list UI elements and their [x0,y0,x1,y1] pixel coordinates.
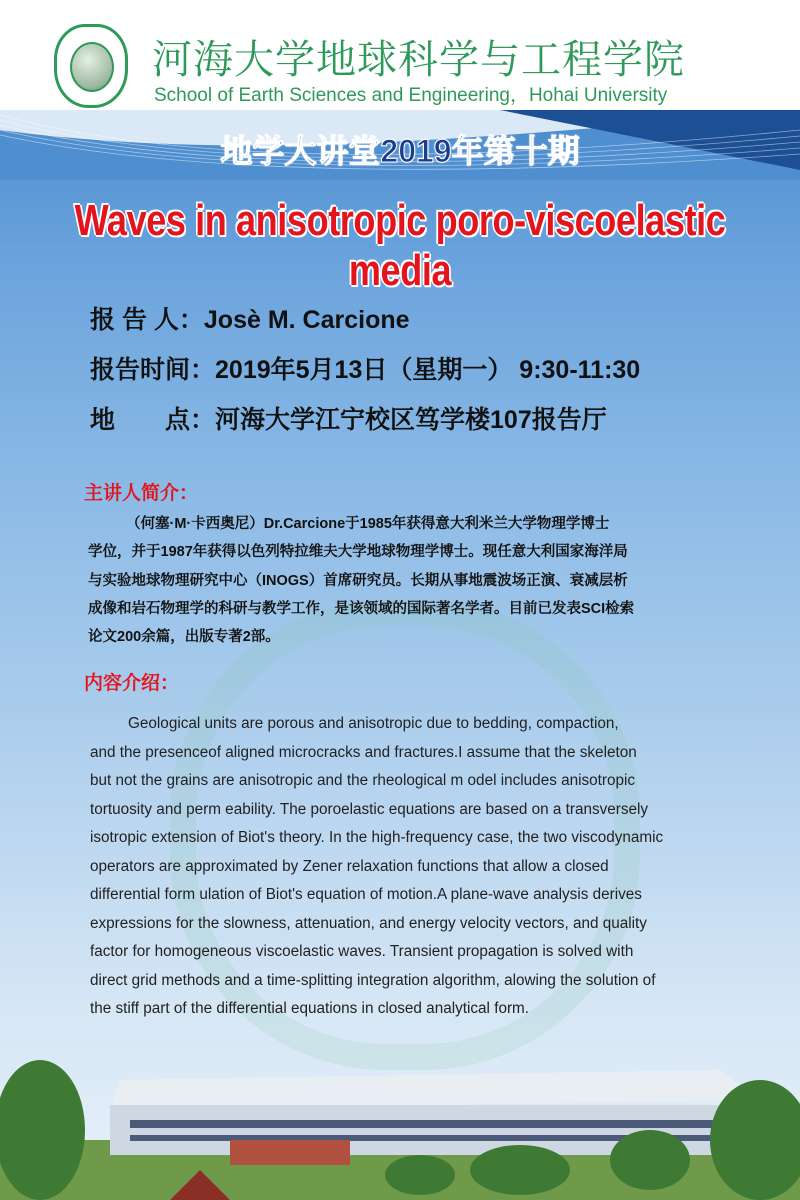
abstract-line: factor for homogeneous viscoelastic waves. Transient propagation is solved with [90,943,634,960]
location-row [90,400,607,436]
bio-line: 成像和岩石物理学的科研与教学工作，是该领域的国际著名学者。目前已发表SCI检索 [88,600,635,617]
bio-line: （何塞·M·卡西奥尼）Dr.Carcione于1985年获得意大利米兰大学物理学博士 [126,516,610,532]
lecture-title: Waves in anisotropic poro-viscoelastic media [74,196,726,295]
abstract-line: and the presenceof aligned microcracks and fractures.I assume that the skeleton [90,743,637,761]
header [0,0,800,112]
abstract-line: tortuosity and perm eability. The poroelastic equations are based on a transversely [90,800,649,818]
location-value: 河海大学江宁校区笃学楼107报告厅 [215,406,607,434]
speaker-value: Josѐ M. Carcione [203,306,410,334]
abstract-line: but not the grains are anisotropic and the rheological m odel includes anisotropic [90,772,636,789]
speaker-label: 报 告 人： [90,306,204,334]
stadium-photo [0,1020,800,1200]
time-row [90,350,640,386]
school-name-cn: 河海大学地球科学与工程学院 [152,37,685,83]
abstract-line: expressions for the slowness, attenuation, and energy velocity vectors, and quality [90,914,647,932]
abstract-line: isotropic extension of Biot's theory. In the high-frequency case, the two viscodynamic [90,829,664,846]
speaker-row [90,300,410,336]
time-label: 报告时间： [90,356,216,384]
school-name-en: School of Earth Sciences and Engineering，Hohai University [154,85,668,106]
bio-heading: 主讲人简介： [84,482,199,504]
globe-icon [70,42,114,92]
location-label: 地 点： [90,406,216,434]
bio-line: 论文200余篇，出版专著2部。 [88,629,280,646]
bio-line: 与实验地球物理研究中心（INOGS）首席研究员。长期从事地震波场正演、衰减层析 [88,572,628,589]
bio-text [88,510,728,651]
abstract-line: differential form ulation of Biot's equation of motion.A plane-wave analysis derives [90,886,642,903]
bio-line: 学位，并于1987年获得以色列特拉维夫大学地球物理学博士。现任意大利国家海洋局 [88,544,628,561]
abstract-heading: 内容介绍： [84,672,180,694]
abstract-line: operators are approximated by Zener relaxation functions that allow a closed [90,857,609,875]
school-logo [54,24,128,108]
abstract-line: the stiff part of the differential equations in closed analytical form. [90,1000,530,1017]
lecture-series: 地学大讲堂2019年第十期 [220,133,580,169]
abstract-line: Geological units are porous and anisotropic due to bedding, compaction, [128,715,619,732]
time-value: 2019年5月13日（星期一） 9:30-11:30 [215,356,641,384]
abstract-text [90,710,730,1024]
abstract-line: direct grid methods and a time-splitting integration algorithm, alowing the solution of [90,971,656,989]
